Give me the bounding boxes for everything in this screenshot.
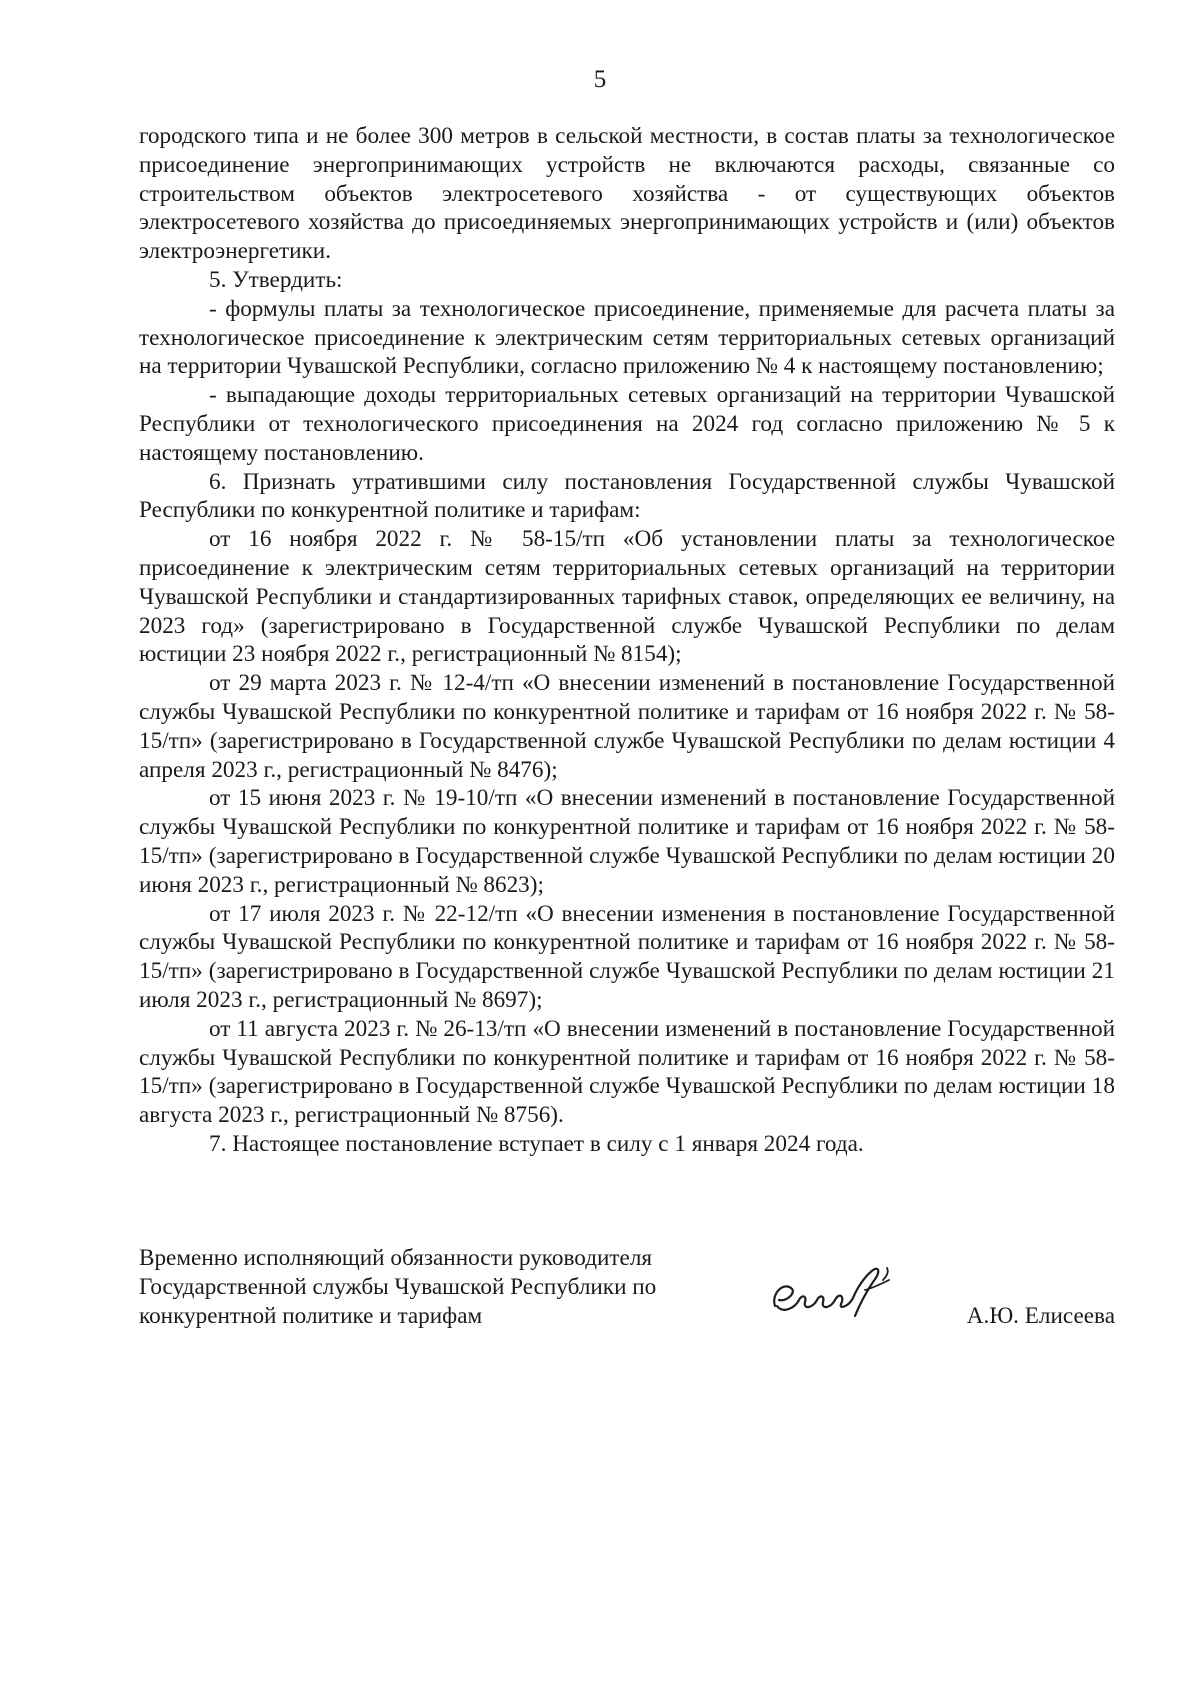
page-number: 5 (593, 66, 607, 93)
paragraph-item-5-lost-income: - выпадающие доходы территориальных сетевых организаций на территории Чувашской Республики от технологического присоединения на 2024 год согласно приложению № 5 к настоящему постановлению. (139, 382, 1115, 466)
signature-block (139, 1244, 1115, 1334)
paragraph-item-6-decree-2: от 29 марта 2023 г. № 12-4/тп «О внесении изменений в постановление Государственной службы Чувашской Республики по конкурентной политике и тарифам от 16 ноября 2022 г. № 58-15/тп» (зарегистрировано в Государственной службе Чувашской Республики по делам юстиции 4 апреля 2023 г., регистрационный № 8476); (139, 670, 1115, 783)
signatory-position (139, 1244, 699, 1330)
paragraph-item-6-decree-3: от 15 июня 2023 г. № 19-10/тп «О внесении изменений в постановление Государственной службы Чувашской Республики по конкурентной политике и тарифам от 16 ноября 2022 г. № 58-15/тп» (зарегистрировано в Государственной службе Чувашской Республики по делам юстиции 20 июня 2023 г., регистрационный № 8623); (139, 785, 1115, 898)
signatory-position-line: Временно исполняющий обязанности руководителя (139, 1245, 653, 1271)
paragraph-item-6-decree-1: от 16 ноября 2022 г. № 58-15/тп «Об установлении платы за технологическое присоединение к электрическим сетям территориальных сетевых организаций на территории Чувашской Республики и стандартизированных тарифных ставок, определяющих ее величину, на 2023 год» (зарегистрировано в Государственной службе Чувашской Республики по делам юстиции 23 ноября 2022 г., регистрационный № 8154); (139, 526, 1115, 668)
paragraph-continuation: городского типа и не более 300 метров в сельской местности, в состав платы за технологическое присоединение энергопринимающих устройств не включаются расходы, связанные со строительством объектов электросетевого хозяйства - от существующих объектов электросетевого хозяйства до присоединяемых энергопринимающих устройств и (или) объектов электроэнергетики. (139, 123, 1115, 265)
paragraph-item-6-decree-5: от 11 августа 2023 г. № 26-13/тп «О внесении изменений в постановление Государственной службы Чувашской Республики по конкурентной политике и тарифам от 16 ноября 2022 г. № 58-15/тп» (зарегистрировано в Государственной службе Чувашской Республики по делам юстиции 18 августа 2023 г., регистрационный № 8756). (139, 1015, 1115, 1129)
paragraph-item-6: 6. Признать утратившими силу постановления Государственной службы Чувашской Республики по конкурентной политике и тарифам: (139, 468, 1115, 524)
signatory-name: А.Ю. Елисеева (966, 1303, 1115, 1329)
paragraph-item-5-formulas: - формулы платы за технологическое присоединение, применяемые для расчета платы за технологическое присоединение к электрическим сетям территориальных сетевых организаций на территории Чувашской Республики, согласно приложению № 4 к настоящему постановлению; (139, 295, 1115, 380)
signatory-position-line: Государственной службы Чувашской Республики по (139, 1273, 657, 1300)
paragraph-item-7: 7. Настоящее постановление вступает в силу с 1 января 2024 года. (209, 1130, 864, 1157)
paragraph-item-5: 5. Утвердить: (209, 266, 343, 293)
handwritten-signature (769, 1254, 899, 1324)
signatory-position-line: конкурентной политике и тарифам (139, 1302, 483, 1329)
paragraph-item-6-decree-4: от 17 июля 2023 г. № 22-12/тп «О внесении изменения в постановление Государственной службы Чувашской Республики по конкурентной политике и тарифам от 16 ноября 2022 г. № 58-15/тп» (зарегистрировано в Государственной службе Чувашской Республики по делам юстиции 21 июля 2023 г., регистрационный № 8697); (139, 900, 1115, 1013)
document-body (139, 122, 1115, 1159)
